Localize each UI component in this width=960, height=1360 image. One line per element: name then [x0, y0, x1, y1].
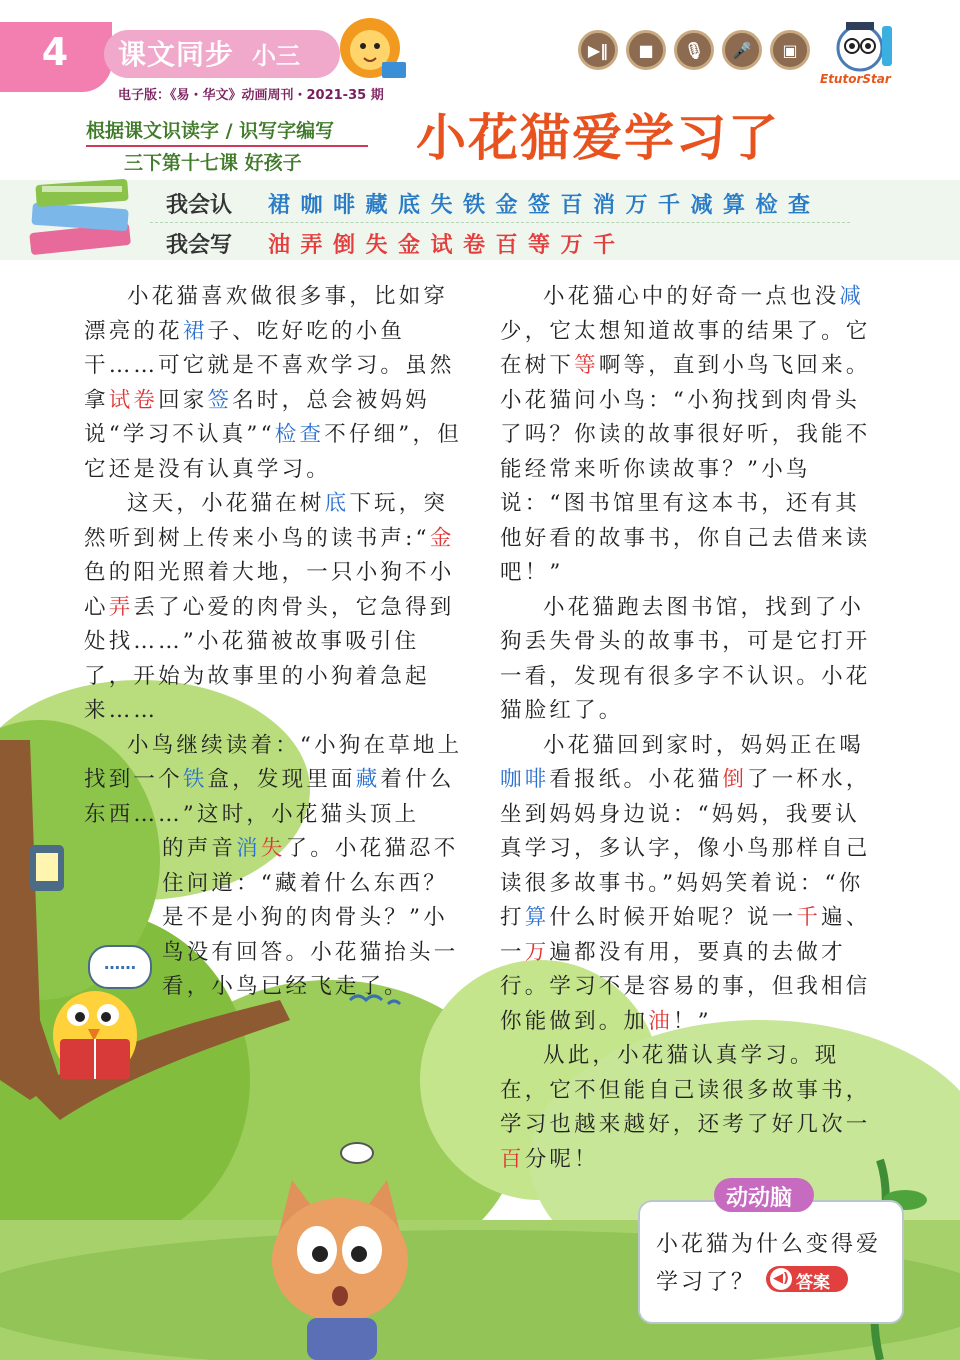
play-pause-button[interactable]	[578, 30, 618, 70]
story-text: 小鸟继续读着：“小狗在草地	[127, 732, 438, 758]
speaker-icon[interactable]: ◀)	[770, 1268, 792, 1290]
mic-playback-icon: 🎤	[732, 40, 752, 60]
write-characters: 油弄倒失金试卷百等万千	[268, 233, 626, 258]
story-text: 心	[84, 594, 109, 620]
bird-speech-bubble: ……	[88, 945, 152, 989]
story-text: 读很多故事书。”妈妈笑着说：“你	[500, 870, 864, 896]
mic-playback-button[interactable]	[722, 30, 762, 70]
story-text: 然听到树上传来小鸟的读书声:“	[84, 525, 430, 551]
story-text: 啊等，直到小鸟飞回来。	[598, 353, 871, 378]
brain-teaser-label: 动动脑	[726, 1186, 793, 1211]
story-text: 小花猫问小鸟：“小狗找到肉骨头	[500, 387, 860, 413]
story-text: 它不但能自己读很多故事书，学习	[500, 1077, 871, 1137]
story-text: 丢了心爱的肉骨头，它急得到	[133, 594, 455, 620]
story-text: 了一杯水，	[747, 767, 871, 792]
story-text: 穿漂亮的花	[84, 284, 449, 344]
story-text: 也越来越好，还考了好几次一	[549, 1112, 871, 1137]
page-number: 4	[41, 30, 69, 74]
section-title: 课文同步	[118, 38, 235, 71]
story-text: 看报纸。小花猫	[549, 767, 723, 792]
story-paragraph	[162, 832, 468, 1005]
vocab-highlight-read: 消	[236, 836, 261, 861]
vocab-highlight-read: 检查	[274, 422, 325, 447]
story-text: 遍都没有用，要真的去做才行。	[500, 939, 846, 999]
guide-divider	[86, 145, 368, 147]
edition-info: 电子版：《易・华文》动画周刊・2021-35 期	[118, 88, 384, 103]
story-text: 做到。加	[549, 1008, 649, 1034]
story-text: 是不是小狗的肉骨头？”小	[162, 905, 448, 930]
story-text: 狗丢失骨头的故事书，可是它打开	[500, 629, 871, 654]
story-text: ！”	[672, 1008, 712, 1034]
video-button[interactable]	[770, 30, 810, 70]
story-text: 分	[524, 1146, 550, 1172]
story-text: 从此，小花猫认真学习。现在，	[500, 1043, 840, 1103]
story-text: 看，小鸟已经飞走了。	[162, 974, 410, 999]
vocab-highlight-write: 弄	[108, 594, 134, 620]
story-text: “图书馆里有这本书，还有其他好	[500, 491, 860, 551]
story-text: 不仔细”，	[324, 422, 438, 447]
story-text: 小花猫喜欢做很多事，比如	[127, 284, 424, 309]
story-text: 坐到妈妈身边说：“妈妈，我要认	[500, 801, 860, 827]
story-paragraph	[500, 729, 884, 1040]
story-text: 学习不是容易的事，但我相信你能	[500, 974, 871, 1034]
grade-label: 小三	[252, 42, 300, 70]
play-pause-icon: ▶‖	[587, 40, 609, 60]
video-icon: ▣	[782, 40, 798, 60]
vocab-highlight-write: 百	[500, 1146, 525, 1172]
read-characters: 裙咖啡藏底失铁金签百消万千减算检查	[268, 193, 821, 218]
stop-button[interactable]	[626, 30, 666, 70]
story-text: 遍、	[821, 905, 871, 930]
vocab-highlight-read: 算	[524, 905, 550, 930]
vocab-highlight-read: 咖啡	[500, 767, 550, 792]
story-text: 小花猫跑去图书馆，找到了小	[543, 594, 865, 620]
vocab-highlight-read: 减	[839, 284, 865, 309]
lion-mascot-icon	[330, 14, 410, 84]
vocab-highlight-read: 签	[207, 387, 233, 413]
story-text: 打	[500, 905, 525, 930]
story-text: 少，它太想知道故事的结果了。它	[500, 318, 871, 344]
story-text: 真学习，多认字，像小鸟那样自己	[500, 836, 871, 861]
story-text: 了。小花猫忍不	[285, 836, 459, 861]
story-text: 下玩，突	[349, 491, 449, 516]
story-text: 名时，总会被妈	[232, 387, 406, 413]
lesson-reference: 三下第十七课 好孩子	[124, 152, 302, 174]
story-paragraph	[500, 1039, 884, 1177]
story-text: 能经常来听你读故事？”小鸟说：	[500, 456, 811, 516]
cat-thinking-illustration	[262, 1150, 422, 1360]
read-label: 我会认	[166, 193, 233, 218]
story-text: 呢！	[549, 1146, 599, 1172]
story-text: 了吗？你读的故事很好听，我能不	[500, 422, 871, 447]
story-text: 子、吃好吃的小鱼	[207, 318, 406, 344]
story-text: 着什	[380, 767, 430, 792]
story-text: 一看，发现有很多字不认识。小花	[500, 663, 871, 689]
vocab-highlight-read: 藏	[355, 767, 381, 792]
vocab-highlight-write: 倒	[722, 767, 748, 792]
story-text: 住问道：“藏着什么东西？	[162, 870, 448, 896]
story-text: 妈说“学习不认真”“	[84, 387, 430, 447]
story-text: 处找……”小花猫被故事吸引住了，	[84, 629, 420, 689]
vocab-highlight-write: 失	[260, 836, 286, 861]
story-text: 鸟没有回答。小花猫抬头一	[162, 939, 459, 965]
thought-bubble	[340, 1142, 374, 1164]
story-text: 回家	[158, 387, 208, 413]
stop-icon: ■	[638, 40, 654, 60]
vocab-highlight-write: 千	[796, 905, 822, 930]
story-text: 么东西……”这时，小花猫头顶上	[84, 767, 455, 827]
microphone-button[interactable]	[674, 30, 714, 70]
vocab-highlight-write: 试卷	[108, 387, 159, 413]
vocab-highlight-write: 等	[574, 353, 599, 378]
books-stack-icon	[20, 168, 140, 258]
write-label: 我会写	[166, 233, 233, 258]
story-text: 上找到一个	[84, 732, 463, 792]
story-paragraph	[84, 487, 468, 729]
story-text: 小花猫回到家时，妈妈正在喝	[543, 732, 865, 758]
story-text: 一	[500, 939, 525, 965]
answer-button-label[interactable]: 答案	[796, 1273, 830, 1293]
story-text: 色的阳光照着大地，一只小狗不小	[84, 560, 455, 585]
story-paragraph	[84, 729, 468, 833]
vocab-highlight-read: 裙	[182, 318, 208, 344]
story-text: 小花猫心中的好奇一点也没	[543, 284, 840, 309]
story-text: 什么时候开始呢？说一	[549, 905, 797, 930]
story-text: 盒，发现里面	[207, 767, 356, 792]
vocab-highlight-write: 金	[429, 525, 455, 551]
story-paragraph	[84, 280, 468, 487]
story-text: 干……可它就是不喜欢学习。虽	[84, 353, 430, 378]
story-text: 的声音	[162, 836, 237, 861]
vocab-highlight-read: 铁	[182, 767, 208, 792]
guide-line-1: 根据课文识读字 / 识写字编写	[86, 120, 335, 142]
vocab-highlight-read: 底	[324, 491, 350, 516]
story-paragraph	[500, 280, 884, 591]
story-right-column	[500, 280, 884, 1177]
vocab-highlight-write: 万	[524, 939, 550, 965]
story-text: 这天，小花猫在树	[127, 491, 325, 516]
vocabulary-divider	[150, 222, 850, 224]
brain-teaser-question: 小花猫为什么变得爱学习了？	[656, 1232, 882, 1295]
story-text: 但它还是没有认真学习。	[84, 422, 462, 482]
story-text: 看的故事书，你自己去借来读吧！”	[500, 525, 871, 585]
story-text: 然拿	[84, 353, 455, 413]
story-left-column	[84, 280, 468, 1005]
page-title: 小花猫爱学习了	[416, 109, 780, 167]
story-paragraph	[500, 591, 884, 729]
microphone-icon: 🎙	[683, 40, 705, 60]
vocab-highlight-write: 油	[648, 1008, 673, 1034]
logo-text: EtutorStar	[820, 72, 891, 86]
story-text: 在树下	[500, 353, 575, 378]
story-text: 猫脸红了。	[500, 698, 624, 723]
story-text: 开始为故事里的小狗着急起来……	[84, 663, 430, 723]
